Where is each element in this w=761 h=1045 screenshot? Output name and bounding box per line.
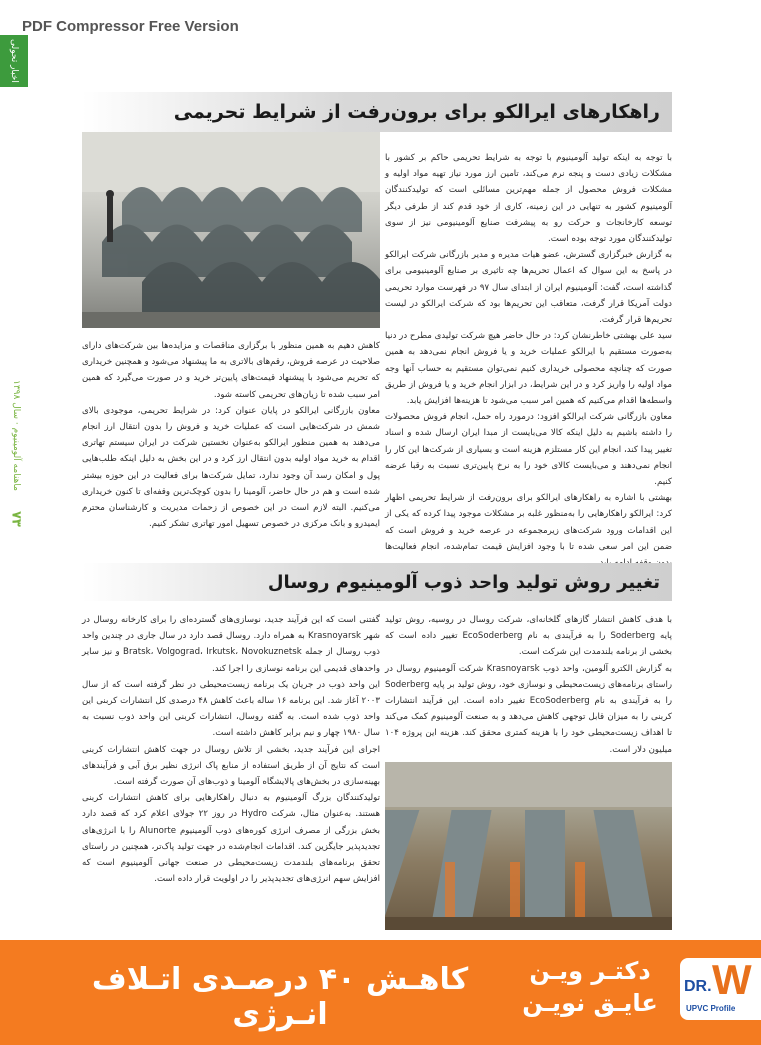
paragraph: به گزارش خبرگزاری گسترش، عضو هیات مدیره و مدیر بازرگانی شرکت ایرالکو در پاسخ به این سوال که اعمال تحریم‌ها چه تاثیری بر صنایع آلومینیومی برای گذاشته است، گفت: آلومینیوم ایران از ابتدای سال ۹۷ در فهرست موارد تحریمی دولت آمریکا قرار گرفت، متعاقب این تحریم‌ها بود که شرکت ایرالکو در لیست تحریم‌ها قرار گرفت. [385,250,672,326]
paragraph: کاهش دهیم به همین منظور با برگزاری مناقصات و مزایده‌ها بین شرکت‌های دارای صلاحیت در عرصه فروش، رقم‌های بالاتری به ما پیشنهاد می‌شود و همچنین خریداری که تحریم می‌شود با پیشنهاد قیمت‌های پایین‌تر خرید و در صورت می‌گیرد که همین امر سبب شده تا زیان‌های تحریمی کاسته شود. [82,341,380,400]
ad-brand-name [515,955,665,1019]
watermark: PDF Compressor Free Version [22,18,239,35]
paragraph: با هدف کاهش انتشار گازهای گلخانه‌ای، شرکت روسال در روسیه، روش تولید پایه Soderberg را به فرآیندی به نام EcoSoderberg تغییر داده است که بخشی از برنامه بلندمدت این شرکت است. [385,615,672,658]
section-tab: اخبار تحولی [0,35,28,87]
article2-left-column [82,612,380,930]
ad-brand-line1: دکتـر ویـن [529,957,651,985]
factory-photo-graphic [82,132,380,328]
paragraph: سید علی بهشتی خاطرنشان کرد: در حال حاضر هیچ شرکت تولیدی مطرح در دنیا به‌صورت مستقیم با ایرالکو عملیات خرید و یا فروش انجام نمی‌دهد به همین صورت که چنانچه محصولی خریداری کنیم نمی‌توان مستقیم به حساب آنها وجه مواد اولیه را واریز کرد و در این شرایط، در ابزار انجام خرید و یا فروش از طریق واسطه‌ها اقدام می‌کنیم که همین امر سبب می‌شود تا هزینه‌ها افزایش یابد. [385,331,672,407]
logo-w-letter: W [712,956,752,1003]
side-footer [0,380,32,680]
paragraph: با توجه به اینکه تولید آلومینیوم با توجه به شرایط تحریمی حاکم بر کشور با مشکلات زیادی دست و پنجه نرم می‌کند، تامین ارز مورد نیاز تهیه مواد اولیه و مشکلات فروش محصول از جمله مهم‌ترین مسائلی است که تولیدکنندگان آلومینیوم کشور به تنهایی در این زمینه، کاری از خود قدم کند از طرفی دیگر توسعه کارخانجات و حرکت رو به پیشرفت صنایع آلومینیومی نیز از سوی تولیدکنندگان مورد توجه بوده است. [385,153,672,245]
ad-brand-line2: عایـق نویـن [522,989,658,1017]
paragraph: بهشتی با اشاره به راهکارهای ایرالکو برای برون‌رفت از شرایط تحریمی اظهار کرد: ایرالکو راهکارهایی را به‌منظور غلبه بر مشکلات موجود پیدا کرده که یکی از این اقدامات ورود شرکت‌های زیرمجموعه در عرصه خرید و فروش است که ضمن این امر سعی شده تا با وجود افزایش قیمت تمام‌شده، انجام فعالیت‌ها [385,493,672,552]
article2-title: تغییر روش تولید واحد ذوب آلومینیوم روسال [267,571,660,593]
logo-subtitle: UPVC Profile [686,1004,736,1013]
paragraph: این واحد ذوب در جریان یک برنامه زیست‌محیطی در نظر گرفته است که از سال ۲۰۰۳ آغاز شد. این برنامه ۱۶ ساله باعث کاهش ۴۸ درصدی کل انتشارات کربنی این واحد ذوب شده است. به گفته روسال، انتشارات کربنی این واحد ذوب نسبت به سال ۱۹۸۰ چهار و نیم برابر کاهش داشته است. [82,679,380,739]
smelter-photo [385,762,672,930]
article1-title: راهکارهای ایرالکو برای برون‌رفت از شرایط تحریمی [173,101,660,123]
ad-headline: کاهـش ۴۰ درصـدی اتـلاف انـرژی [91,962,469,1032]
page-number: ۷۳ [8,510,24,527]
logo-dr-text: DR. [684,978,712,995]
paragraph: معاون بازرگانی ایرالکو در پایان عنوان کرد: در شرایط تحریمی، موجودی بالای شمش در شرکت‌هایی است که عملیات خرید و فروش را بدون انتقال ارز انجام می‌دهند به همین منظور ایرالکو به‌عنوان نخستین شرکت در ایران سیستم تهاتری اقدام به خرید مواد اولیه بدون انتقال ارز کرد و در این بخش به دلیل اینکه طلب‌هایی پول و امکان رسد آن وجود ندارد، تمایل شرکت‌ها برای فعالیت در این حوزه بیشتر شده است و هم در حال حاضر، آلومینا را بدون کوچک‌ترین وقفه‌ای تا کنون خریداری می‌کنیم. البته لازم است در این خصوص از زحمات مدیریت و کارشناسان محترم ایمیدرو و بانک مرکزی در خصوص تسهیل امور تهاتری تشکر کنیم. [82,405,380,530]
article2-heading [82,563,672,601]
paragraph: معاون بازرگانی شرکت ایرالکو افزود: درمورد راه حمل، انجام فروش محصولات را داشته باشیم به دلیل اینکه کالا می‌بایست از مبدا ایران ارسال شده و اسناد تغییر پیدا کند، انجام این کار مستلزم هزینه است و بسیاری از شرکت‌ها این کار را انجام نمی‌دهند و می‌بایست کالای خود را به نرخ پایین‌تری نسبت به رقبا عرضه کنیم. [385,412,672,488]
paragraph: به گزارش الکترو آلومین، واحد ذوب Krasnoyarsk شرکت آلومینیوم روسال در راستای برنامه‌های زیست‌محیطی و نوسازی خود، روش تولید بر پایه Soderberg را به فرآیندی به نام EcoSoderberg تغییر داده است. این فرآیند انتشارات کربنی را به میزان قابل توجهی کاهش می‌دهد و به صنعت آلومینیوم کمک می‌کند تا اهداف زیست‌محیطی خود را با هزینه کمتری محقق کند. هزینه این پروژه ۱۰۴ میلیون دلار است. [385,663,673,755]
paragraph: گفتنی است که این فرآیند جدید، نوسازی‌های گسترده‌ای را برای کارخانه روسال در شهر Krasnoyarsk به همراه دارد. روسال قصد دارد در سال جاری در چندین واحد ذوب روسال از جمله Bratsk، Volgograd، Irkutsk، Novokuznetsk و نیز سایر واحدهای قدیمی این برنامه نوسازی را اجرا کند. [82,615,381,674]
article1-left-column [82,338,380,555]
paragraph: اجرای این فرآیند جدید، بخشی از تلاش روسال در جهت کاهش انتشارات کربنی است که نتایج آن از طریق استفاده از منابع پاک انرژی نظیر برق آبی و فرآیندهای بهینه‌سازی در بخش‌های پالایشگاه آلومینا و ذوب‌های آن صورت گرفته است. [82,744,380,788]
paragraph: تولیدکنندگان بزرگ آلومینیوم به دنبال راهکارهایی برای کاهش انتشارات کربنی هستند. به‌عنوان مثال، شرکت Hydro در روز ۲۲ جولای اعلام کرد که قصد دارد بخش بزرگی از مصرف انرژی کوره‌های ذوب آلومینیوم Alunorte را با انرژی‌های تجدیدپذیر جایگزین کند. اقدامات انجام‌شده در جهت تولید پاک‌تر، همچنین در راستای تحقق برنامه‌های بلندمدت زیست‌محیطی در صنعت جهانی آلومینیوم است که افزایش سهم انرژی‌های تجدیدپذیر را در اولویت قرار داده است. [82,793,380,885]
factory-photo [82,132,380,328]
article2-right-column [385,612,672,757]
smelter-photo-graphic [385,762,672,930]
article1-right-column [385,150,672,555]
side-footer-text: ماهنامه آلومینیوم · سال ۱۳۹۸ [11,380,21,491]
article1-heading [82,92,672,132]
